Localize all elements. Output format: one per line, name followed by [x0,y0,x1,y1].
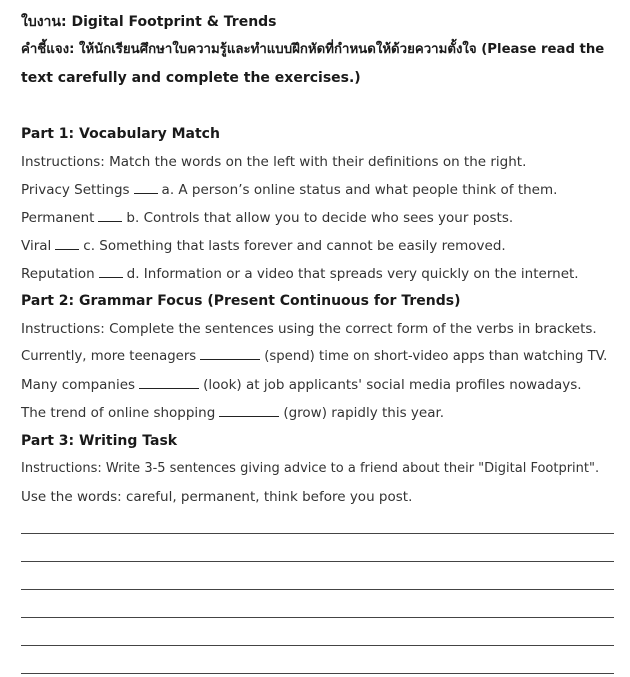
sentence-start: Currently, more teenagers [21,349,197,364]
sentence-start: The trend of online shopping [21,405,216,421]
writing-line[interactable] [21,589,614,590]
grammar-sentence [21,376,582,394]
answer-blank[interactable] [139,387,199,389]
vocab-term: Permanent [21,210,95,226]
instructions-line-2: text carefully and complete the exercises.) [21,70,361,86]
vocab-definition: c. Something that lasts forever and cannot be easily removed. [83,238,506,254]
writing-line[interactable] [21,617,614,618]
instructions-line-1: คำชี้แจง: ให้นักเรียนศึกษาใบความรู้และทำแบบฝึกหัดที่กำหนดให้ด้วยความตั้งใจ (Please read the [21,42,605,57]
writing-line[interactable] [21,673,614,674]
answer-blank[interactable] [134,192,158,194]
part2-heading: Part 2: Grammar Focus (Present Continuous for Trends) [21,293,461,309]
vocab-item [21,237,506,255]
sentence-start: Many companies [21,377,136,393]
sentence-end: (look) at job applicants' social media profiles nowadays. [203,377,582,393]
vocab-item [21,181,557,199]
vocab-item [21,265,579,283]
vocab-definition: a. A person’s online status and what people think of them. [161,182,558,198]
answer-blank[interactable] [200,358,260,360]
part3-instructions: Instructions: Write 3-5 sentences giving advice to a friend about their "Digital Footprint". [21,461,600,476]
vocab-definition: d. Information or a video that spreads very quickly on the internet. [126,266,579,282]
grammar-sentence [21,404,444,422]
writing-line[interactable] [21,533,614,534]
vocab-term: Viral [21,238,52,254]
writing-line[interactable] [21,561,614,562]
part3-heading: Part 3: Writing Task [21,433,178,449]
answer-blank[interactable] [55,248,79,250]
answer-blank[interactable] [98,220,122,222]
answer-blank[interactable] [219,415,279,417]
vocab-term: Privacy Settings [21,182,130,198]
vocab-item [21,209,513,227]
vocab-term: Reputation [21,266,95,282]
grammar-sentence [21,348,607,366]
sentence-end: (grow) rapidly this year. [283,405,445,421]
worksheet-title: ใบงาน: Digital Footprint & Trends [21,14,277,30]
part3-word-list: Use the words: careful, permanent, think before you post. [21,489,413,505]
part2-instructions: Instructions: Complete the sentences using the correct form of the verbs in brackets. [21,321,597,337]
part1-instructions: Instructions: Match the words on the left with their definitions on the right. [21,154,527,170]
answer-blank[interactable] [99,276,123,278]
sentence-end: (spend) time on short-video apps than watching TV. [264,349,608,364]
part1-heading: Part 1: Vocabulary Match [21,126,220,142]
writing-line[interactable] [21,645,614,646]
vocab-definition: b. Controls that allow you to decide who sees your posts. [126,210,514,226]
